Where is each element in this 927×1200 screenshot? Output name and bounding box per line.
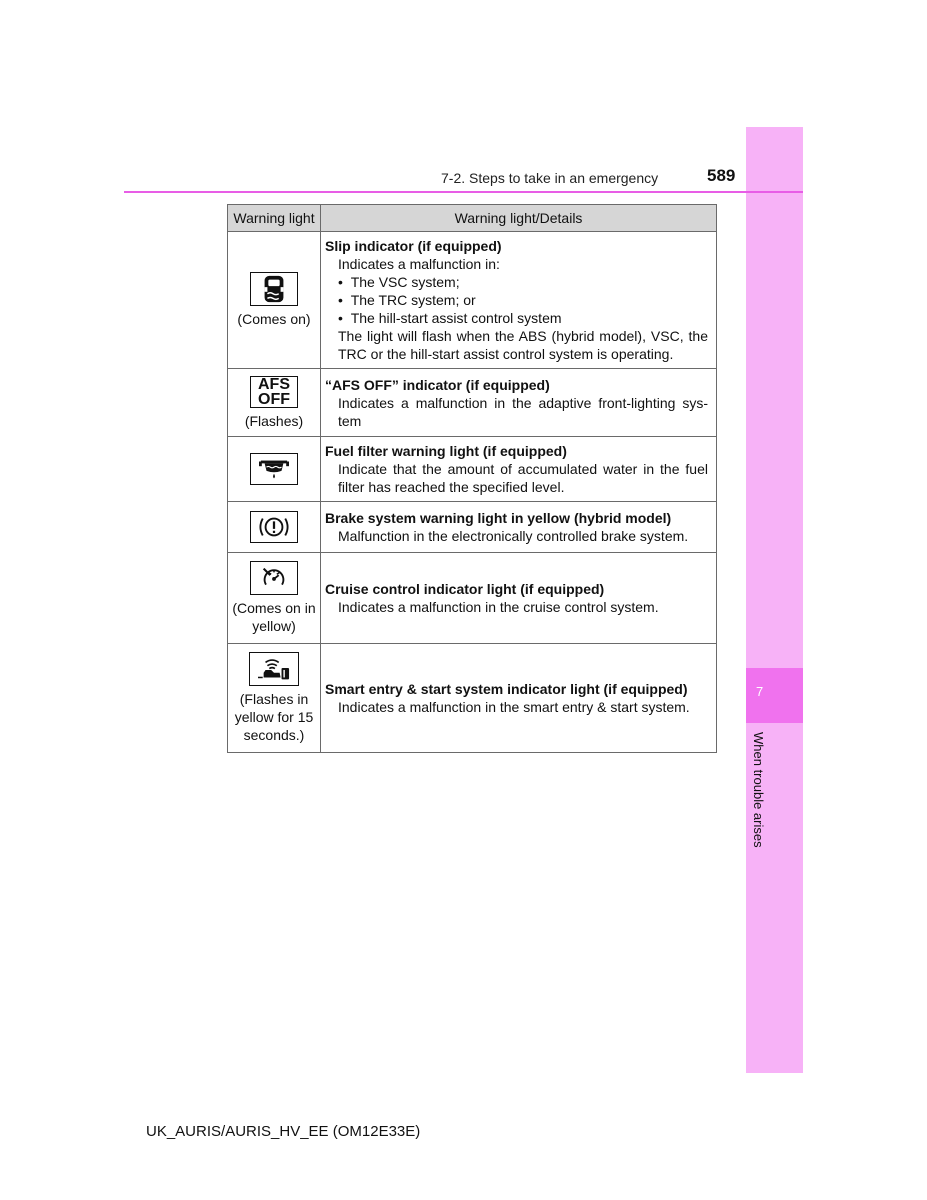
column-header-details: Warning light/Details: [321, 205, 717, 232]
smart-entry-icon: [249, 652, 299, 686]
afs-off-icon-text: OFF: [258, 390, 290, 408]
detail-title: “AFS OFF” indicator (if equipped): [325, 376, 550, 393]
icon-cell: [228, 502, 321, 553]
chapter-number: 7: [756, 684, 764, 699]
page-number: 589: [707, 166, 736, 185]
cruise-control-icon: [250, 561, 298, 595]
table-row: [228, 502, 717, 553]
detail-text: Indicates a malfunction in the smart entry & start system.: [338, 699, 690, 715]
header-rule: [124, 191, 803, 193]
detail-text: Indicates a malfunction in the cruise control system.: [338, 599, 659, 615]
detail-cell: [321, 369, 717, 437]
column-header-warning-light: Warning light: [228, 205, 321, 232]
detail-title: Fuel filter warning light (if equipped): [325, 443, 567, 459]
detail-text: Indicates a malfunction in:: [338, 256, 500, 272]
slip-indicator-icon: [250, 272, 298, 306]
chapter-label: When trouble arises: [751, 732, 766, 848]
detail-cell: [321, 437, 717, 502]
table-row: [228, 369, 717, 437]
detail-text: Indicates a malfunction in the adaptive front-lighting sys-tem: [338, 394, 708, 429]
icon-caption: (Comes on): [237, 311, 311, 327]
bullet-item: • The hill-start assist control system: [325, 309, 708, 327]
table-header-row: [228, 205, 717, 232]
table-row: [228, 644, 717, 753]
bullet-item: • The TRC system; or: [325, 291, 708, 309]
section-title: 7-2. Steps to take in an emergency: [441, 170, 659, 186]
icon-caption: (Comes on in yellow): [232, 600, 316, 634]
bullet-item: • The VSC system;: [325, 273, 708, 291]
table-row: [228, 553, 717, 644]
detail-text: The light will flash when the ABS (hybrid model), VSC, the TRC or the hill-start assist control system is operating.: [338, 328, 708, 362]
detail-title: Cruise control indicator light (if equipped): [325, 581, 605, 597]
icon-cell: [228, 437, 321, 502]
detail-cell: [321, 232, 717, 369]
afs-off-icon: [250, 376, 298, 408]
detail-cell: [321, 502, 717, 553]
icon-cell: [228, 553, 321, 644]
detail-cell: [321, 644, 717, 753]
detail-text: Malfunction in the electronically controlled brake system.: [338, 528, 689, 544]
afs-off-icon-text: AFS: [258, 375, 290, 393]
chapter-tab-active[interactable]: [746, 668, 803, 723]
detail-title: Slip indicator (if equipped): [325, 238, 502, 254]
icon-caption: (Flashes in yellow for 15 seconds.): [234, 691, 314, 743]
detail-title: Brake system warning light in yellow (hybrid model): [325, 510, 672, 526]
detail-title: Smart entry & start system indicator light (if equipped): [325, 681, 688, 697]
table-row: [228, 437, 717, 502]
icon-cell: [228, 644, 321, 753]
chapter-side-tab: [746, 127, 803, 1073]
icon-cell: [228, 232, 321, 369]
fuel-filter-icon: [250, 453, 298, 485]
table-row: [228, 232, 717, 369]
warning-light-table: [227, 204, 717, 753]
icon-caption: (Flashes): [244, 412, 304, 429]
detail-text: Indicate that the amount of accumulated water in the fuel filter has reached the specified level.: [338, 461, 708, 495]
detail-cell: [321, 553, 717, 644]
icon-cell: [228, 369, 321, 437]
brake-system-icon: [250, 511, 298, 543]
footer-document-code: UK_AURIS/AURIS_HV_EE (OM12E33E): [146, 1123, 421, 1140]
